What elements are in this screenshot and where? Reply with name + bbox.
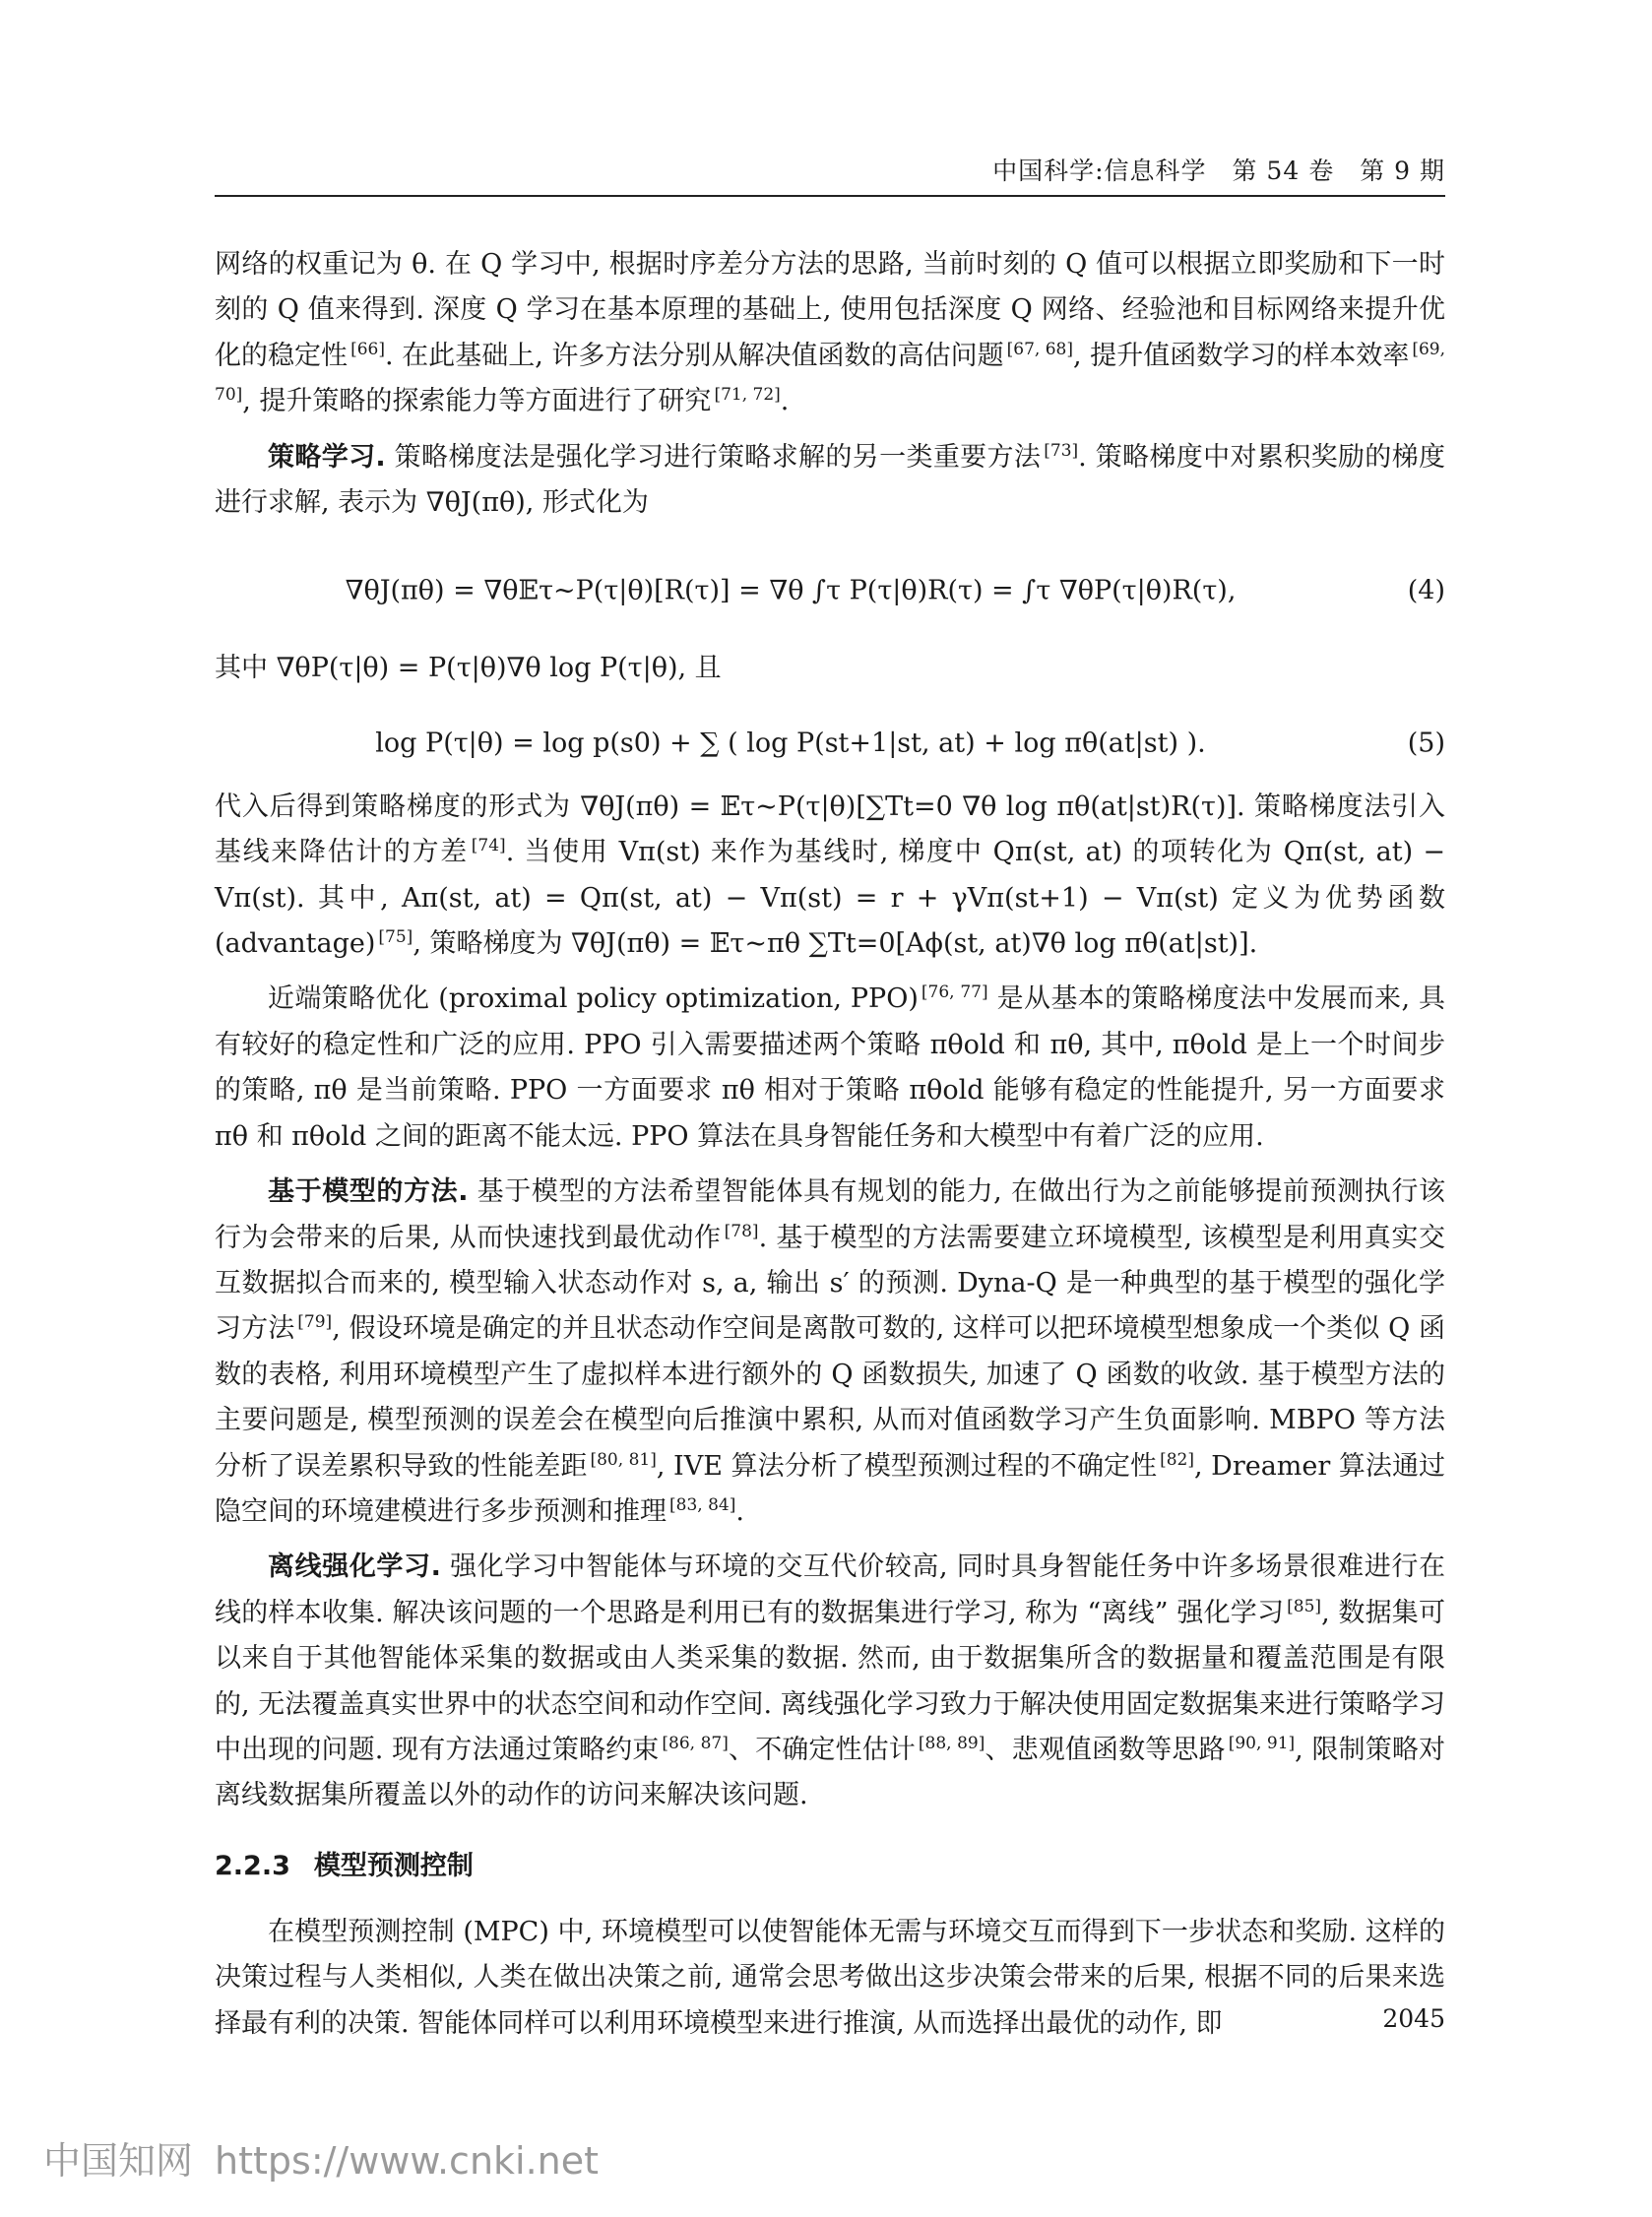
citation-ref: [66] [350,339,385,359]
citation-ref: [83, 84] [669,1494,736,1515]
paragraph-text: , 策略梯度为 ∇θJ(πθ) = 𝔼τ∼πθ ∑Tt=0[Aϕ(st, at)∇θ log πθ(at|st)]. [413,928,1258,960]
paragraph-p4 [215,785,1445,968]
paragraph-text: , Dreamer 算法通过隐空间的环境建模进行多步预测和推理 [215,1450,1445,1527]
paragraph-text: . 基于模型的方法需要建立环境模型, 该模型是利用真实交互数据拟合而来的, 模型输入状态动作对 s, a, 输出 s′ 的预测. Dyna-Q 是一种典型的基于模型的强化学习方法 [215,1222,1445,1345]
paragraph-text: 网络的权重记为 θ. 在 Q 学习中, 根据时序差分方法的思路, 当前时刻的 Q 值可以根据立即奖励和下一时刻的 Q 值来得到. 深度 Q 学习在基本原理的基础上, 使用包括深度 Q 网络、经验池和目标网络来提升优化的稳定性 [215,249,1445,371]
cnki-url: https://www.cnki.net [215,2139,600,2183]
paragraph-text: . [780,386,790,417]
paragraph-text: 策略梯度法是强化学习进行策略求解的另一类重要方法 [385,441,1042,473]
equation-body: ∇θJ(πθ) = ∇θ𝔼τ∼P(τ|θ)[R(τ)] = ∇θ ∫τ P(τ|θ)R(τ) = ∫τ ∇θP(τ|θ)R(τ), [345,575,1237,606]
paragraph-lead: 策略学习. [268,441,386,473]
paragraph-p3 [215,646,1445,691]
citation-ref: [73] [1044,440,1079,461]
citation-ref: [76, 77] [921,982,988,1003]
citation-ref: [74] [471,836,506,856]
paragraph-p7 [215,1545,1445,1818]
paragraph-text: 其中 ∇θP(τ|θ) = P(τ|θ)∇θ log P(τ|θ), 且 [215,653,722,684]
citation-ref: [85] [1287,1596,1322,1616]
citation-ref: [90, 91] [1228,1733,1296,1753]
paragraph-p6 [215,1170,1445,1535]
paragraph-text: 代入后得到策略梯度的形式为 ∇θJ(πθ) = 𝔼τ∼P(τ|θ)[∑Tt=0 ∇θ log πθ(at|st)R(τ)]. 策略梯度法引入基线来降估计的方差 [215,791,1445,868]
equation-eq4 [215,536,1445,646]
paragraph-text: . 在此基础上, 许多方法分别从解决值函数的高估问题 [384,340,1004,371]
citation-ref: [88, 89] [918,1733,985,1753]
paragraph-text: 基于模型的方法希望智能体具有规划的能力, 在做出行为之前能够提前预测执行该行为会带来的后果, 从而快速找到最优动作 [215,1176,1446,1253]
cnki-brand: 中国知网 [43,2139,194,2183]
paragraph-p5 [215,977,1445,1160]
paragraph-lead: 基于模型的方法. [268,1176,469,1208]
article-body [215,242,1445,2057]
cnki-watermark [43,2130,599,2185]
section-heading [215,1847,1445,1886]
paragraph-text: . 当使用 Vπ(st) 来作为基线时, 梯度中 Qπ(st, at) 的项转化为 Qπ(st, at) − Vπ(st). 其中, Aπ(st, at) = Qπ(st, at) − Vπ(st) = r + γVπ(st+1) − Vπ(st) 定义为优势函数 (advantage) [215,837,1446,960]
equation-eq5 [215,702,1445,785]
section-title: 模型预测控制 [313,1850,474,1881]
paragraph-text: . [735,1495,744,1527]
paragraph-text: , IVE 算法分析了模型预测过程的不确定性 [656,1450,1158,1482]
citation-ref: [79] [297,1312,333,1333]
paragraph-text: 强化学习中智能体与环境的交互代价较高, 同时具身智能任务中许多场景很难进行在线的样本收集. 解决该问题的一个思路是利用已有的数据集进行学习, 称为 “离线” 强化学习 [215,1552,1445,1628]
paragraph-text: 在模型预测控制 (MPC) 中, 环境模型可以使智能体无需与环境交互而得到下一步状态和奖励. 这样的决策过程与人类相似, 人类在做出决策之前, 通常会思考做出这步决策会带来的后果, 根据不同的后果来选择最有利的决策. 智能体同样可以利用环境模型来进行推演, 从而选择出最优的动作, 即 [215,1916,1445,2039]
running-header [215,148,1445,197]
citation-ref: [75] [378,927,413,948]
paragraph-text: 近端策略优化 (proximal policy optimization, PPO) [268,983,919,1015]
paragraph-text: , 提升策略的探索能力等方面进行了研究 [242,386,712,417]
paragraph-p2 [215,435,1445,527]
paragraph-text: . 策略梯度中对累积奖励的梯度进行求解, 表示为 ∇θJ(πθ), 形式化为 [215,441,1445,519]
paragraph-text: , 提升值函数学习的样本效率 [1073,340,1410,371]
citation-ref: [82] [1160,1449,1194,1470]
paragraph-lead: 离线强化学习. [268,1552,441,1583]
citation-ref: [67, 68] [1006,339,1073,359]
equation-number: (5) [1407,728,1445,759]
paragraph-text: , 限制策略对离线数据集所覆盖以外的动作的访问来解决该问题. [215,1734,1445,1811]
section-number: 2.2.3 [215,1850,290,1881]
citation-ref: [78] [724,1221,759,1241]
citation-ref: [86, 87] [662,1733,729,1753]
paragraph-p1 [215,242,1445,425]
equation-body: log P(τ|θ) = log p(s0) + ∑ ( log P(st+1|st, at) + log πθ(at|st) ). [375,728,1206,759]
page-number: 2045 [1382,2004,1445,2033]
journal-issue: 中国科学:信息科学 第 54 卷 第 9 期 [992,157,1445,185]
header-rule [215,195,1445,197]
paragraph-p8 [215,1910,1445,2047]
citation-ref: [71, 72] [714,385,781,406]
paragraph-text: , 数据集可以来自于其他智能体采集的数据或由人类采集的数据. 然而, 由于数据集所含的数据量和覆盖范围是有限的, 无法覆盖真实世界中的状态空间和动作空间. 离线强化学习致力于解决使用固定数据集来进行策略学习中出现的问题. 现有方法通过策略约束 [215,1597,1445,1765]
citation-ref: [69, 70] [215,339,1446,406]
paragraph-text: 、不确定性估计 [728,1734,916,1765]
paragraph-text: , 假设环境是确定的并且状态动作空间是离散可数的, 这样可以把环境模型想象成一个类似 Q 函数的表格, 利用环境模型产生了虚拟样本进行额外的 Q 函数损失, 加速了 Q 函数的收敛. 基于模型方法的主要问题是, 模型预测的误差会在模型向后推演中累积, 从而对值函数学习产生负面影响. MBPO 等方法分析了误差累积导致的性能差距 [215,1313,1445,1482]
paragraph-text: 是从基本的策略梯度法中发展而来, 具有较好的稳定性和广泛的应用. PPO 引入需要描述两个策略 πθold 和 πθ, 其中, πθold 是上一个时间步的策略, πθ 是当前策略. PPO 一方面要求 πθ 相对于策略 πθold 能够有稳定的性能提升, 另一方面要求 πθ 和 πθold 之间的距离不能太远. PPO 算法在具身智能任务和大模型中有着广泛的应用. [215,983,1445,1152]
equation-number: (4) [1407,575,1445,606]
paragraph-text: 、悲观值函数等思路 [985,1734,1226,1765]
citation-ref: [80, 81] [590,1449,657,1470]
